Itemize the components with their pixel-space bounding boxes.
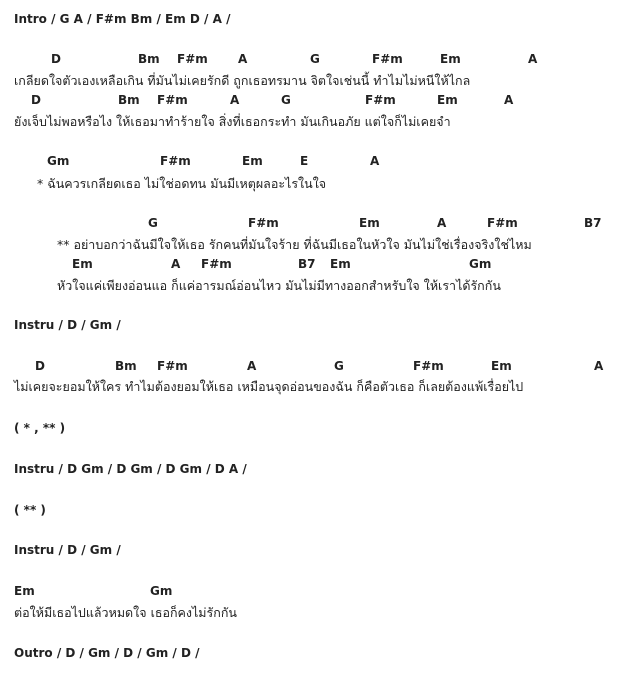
chord: Em <box>491 359 512 373</box>
lyric: เกลียดใจตัวเองเหลือเกิน ที่มันไม่เคยรักดี ถูกเธอทรมาน จิตใจเช่นนี้ ทำไมไม่หนีให้ไกล <box>14 73 471 88</box>
chord: A <box>504 93 514 107</box>
chorus-lyric-line-1 <box>0 235 620 255</box>
instru-line-1 <box>0 318 620 338</box>
chord: B7 <box>298 257 316 271</box>
repeat-line-2 <box>0 503 620 523</box>
intro-chords: Intro / G A / F#m Bm / Em D / A / <box>14 12 231 26</box>
lyric: ** อย่าบอกว่าฉันมีใจให้เธอ รักคนที่มันใจร้าย ที่ฉันมีเธอในหัวใจ มันไม่ใช่เรื่องจริงใช่ไหม <box>57 237 532 252</box>
instru-chords: Instru / D / Gm / <box>14 543 121 557</box>
chord: A <box>437 216 447 230</box>
chord: Em <box>72 257 93 271</box>
chorus-lyric-line-2 <box>0 276 620 296</box>
instru-line-3 <box>0 543 620 563</box>
chord: F#m <box>160 154 191 168</box>
chord: Em <box>440 52 461 66</box>
chord: Gm <box>47 154 70 168</box>
chord: F#m <box>248 216 279 230</box>
bridge-chord-line <box>0 584 620 604</box>
chord: A <box>171 257 181 271</box>
chorus-chord-line-2 <box>0 257 620 277</box>
chord: Em <box>330 257 351 271</box>
chord: F#m <box>201 257 232 271</box>
chorus-chord-line-1 <box>0 216 620 236</box>
verse2-chord-line <box>0 359 620 379</box>
chord: Em <box>14 584 35 598</box>
chord: Gm <box>150 584 173 598</box>
repeat-marker: ( * , ** ) <box>14 421 66 435</box>
repeat-marker: ( ** ) <box>14 503 46 517</box>
outro-chords: Outro / D / Gm / D / Gm / D / <box>14 646 200 660</box>
chord: F#m <box>177 52 208 66</box>
chord: F#m <box>372 52 403 66</box>
instru-line-2 <box>0 462 620 482</box>
chord: D <box>51 52 61 66</box>
chord: A <box>370 154 380 168</box>
chord: A <box>528 52 538 66</box>
outro-line <box>0 646 620 666</box>
pre-chorus-chord-line <box>0 154 620 174</box>
chord: F#m <box>157 359 188 373</box>
chord: A <box>247 359 257 373</box>
chord: Gm <box>469 257 492 271</box>
pre-chorus-lyric-line <box>0 174 620 194</box>
verse2-lyric-line <box>0 377 620 397</box>
chord: A <box>594 359 604 373</box>
instru-chords: Instru / D / Gm / <box>14 318 121 332</box>
chord: G <box>310 52 320 66</box>
chord: Em <box>242 154 263 168</box>
intro-line <box>0 12 620 32</box>
chord: A <box>230 93 240 107</box>
chord: G <box>281 93 291 107</box>
chord: F#m <box>487 216 518 230</box>
repeat-line-1 <box>0 421 620 441</box>
lyric: ไม่เคยจะยอมให้ใคร ทำไมต้องยอมให้เธอ เหมือนจุดอ่อนของฉัน ก็คือตัวเธอ ก็เลยต้องแพ้เรื่อยไป <box>14 379 524 394</box>
chord: B7 <box>584 216 602 230</box>
chord: Em <box>359 216 380 230</box>
chord: G <box>334 359 344 373</box>
chord: Em <box>437 93 458 107</box>
chord: E <box>300 154 309 168</box>
verse1-chord-line-2 <box>0 93 620 113</box>
lyric: * ฉันควรเกลียดเธอ ไม่ใช่อดทน มันมีเหตุผลอะไรในใจ <box>37 176 327 191</box>
verse1-lyric-line-1 <box>0 71 620 91</box>
chord: F#m <box>413 359 444 373</box>
lyric: หัวใจแค่เพียงอ่อนแอ ก็แค่อารมณ์อ่อนไหว มันไม่มีทางออกสำหรับใจ ให้เราได้รักกัน <box>57 278 501 293</box>
chord: Bm <box>138 52 160 66</box>
lyric: ยังเจ็บไม่พอหรือไง ให้เธอมาทำร้ายใจ สิ่งที่เธอกระทำ มันเกินอภัย แต่ใจก็ไม่เคยจำ <box>14 114 451 129</box>
chord: Bm <box>118 93 140 107</box>
chord: Bm <box>115 359 137 373</box>
verse1-chord-line-1 <box>0 52 620 72</box>
bridge-lyric-line <box>0 603 620 623</box>
chord: G <box>148 216 158 230</box>
chord: F#m <box>365 93 396 107</box>
instru-chords: Instru / D Gm / D Gm / D Gm / D A / <box>14 462 247 476</box>
chord: F#m <box>157 93 188 107</box>
chord: D <box>31 93 41 107</box>
chord: A <box>238 52 248 66</box>
verse1-lyric-line-2 <box>0 112 620 132</box>
lyric: ต่อให้มีเธอไปแล้วหมดใจ เธอก็คงไม่รักกัน <box>14 605 237 620</box>
chord: D <box>35 359 45 373</box>
